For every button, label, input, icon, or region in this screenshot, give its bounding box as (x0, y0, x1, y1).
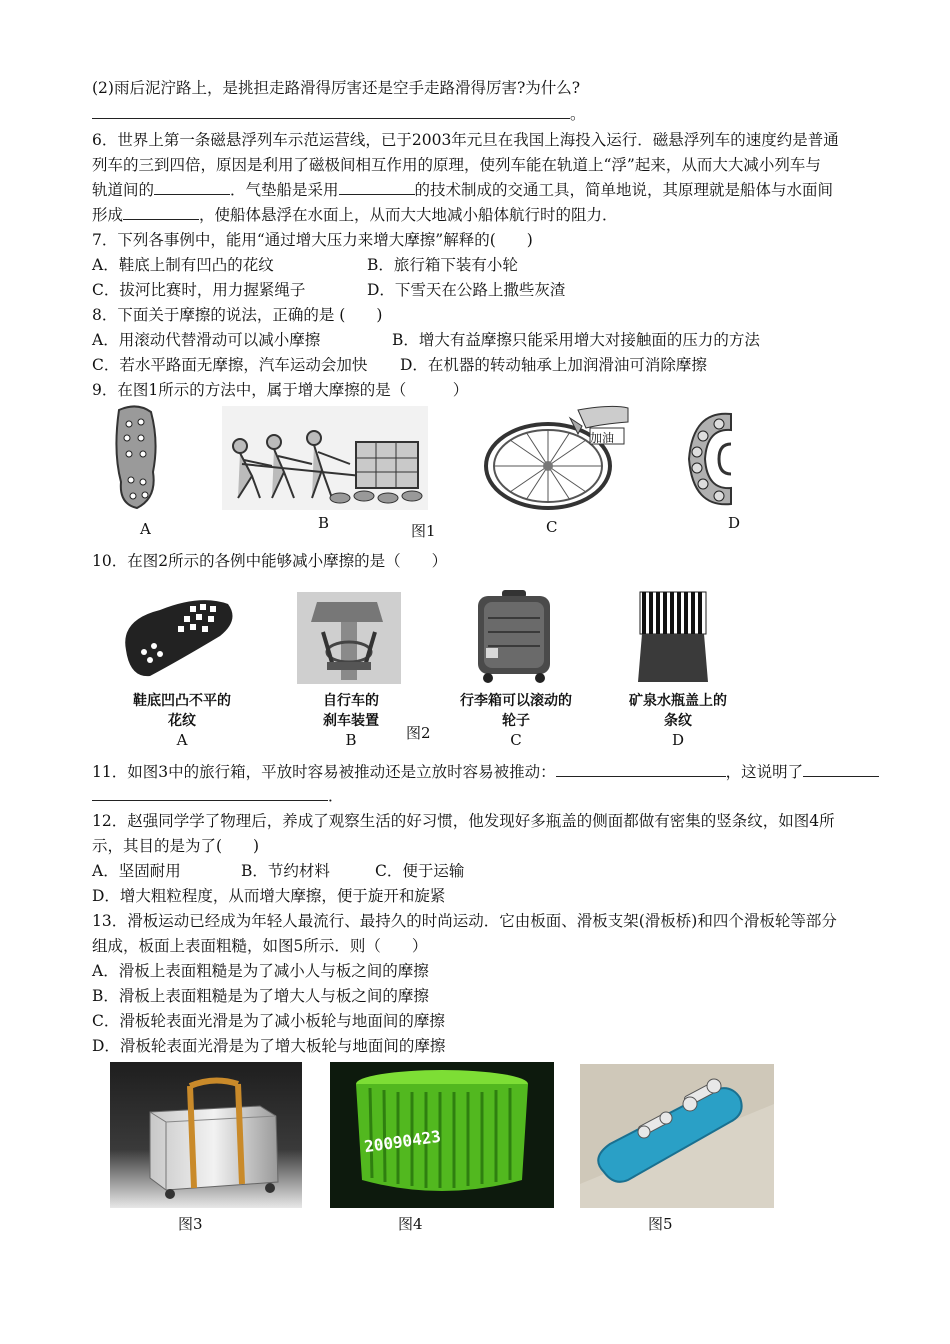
answer-blank[interactable] (556, 762, 726, 777)
question-12-option-b: B．节约材料 (241, 862, 330, 880)
text: ，使船体悬浮在水面上，从而大大地减小船体航行时的阻力． (199, 206, 618, 224)
question-12-line2: 示，其目的是为了( ) (92, 837, 260, 855)
question-8-option-c: C．若水平路面无摩擦，汽车运动会加快 (92, 356, 368, 374)
figure-2-c-line1: 行李箱可以滚动的 (460, 693, 572, 709)
figure-1-bicycle-wheel-oil (482, 404, 630, 514)
period: 。 (570, 105, 586, 123)
question-13-line1: 13．滑板运动已经成为年轻人最流行、最持久的时尚运动．它由板面、滑板支架(滑板桥)和四个滑板轮等部分 (92, 912, 837, 930)
question-13-option-a: A．滑板上表面粗糙是为了减小人与板之间的摩擦 (92, 962, 429, 980)
question-11-line2 (92, 786, 344, 806)
question-6-line4 (92, 205, 618, 225)
figure-2-a-line2: 花纹 (168, 713, 196, 729)
answer-blank[interactable] (154, 180, 230, 195)
question-6-line1: 6．世界上第一条磁悬浮列车示范运营线，已于2003年元旦在我国上海投入运行．磁悬浮列车的速度约是普通 (92, 131, 839, 149)
figure-2-caption: 图2 (406, 724, 431, 742)
period: ． (328, 787, 344, 805)
question-7-option-a: A．鞋底上制有凹凸的花纹 (92, 256, 274, 274)
question-12-option-a: A．坚固耐用 (92, 862, 181, 880)
question-12-option-c: C．便于运输 (375, 862, 465, 880)
question-6-line3 (92, 180, 833, 200)
figure-1-ball-bearing (683, 404, 743, 514)
question-13-option-b: B．滑板上表面粗糙是为了增大人与板之间的摩擦 (92, 987, 429, 1005)
question-8-option-a: A．用滚动代替滑动可以减小摩擦 (92, 331, 321, 349)
figure-1-caption: 图1 (411, 522, 436, 540)
figure-5-skateboard-photo (580, 1064, 774, 1208)
figure-2-d-line1: 矿泉水瓶盖上的 (629, 693, 727, 709)
figure-2-c-line2: 轮子 (502, 713, 530, 729)
question-8-option-b: B．增大有益摩擦只能采用增大对接触面的压力的方法 (392, 331, 760, 349)
question-13-line2: 组成，板面上表面粗糙，如图5所示．则（ ） (92, 937, 428, 955)
figure-1-label-b: B (318, 514, 330, 532)
text: ．气垫船是采用 (230, 181, 339, 199)
figure-2-b-line2: 刹车装置 (323, 713, 379, 729)
figure-1-label-a: A (140, 520, 151, 538)
answer-blank[interactable] (92, 104, 570, 119)
answer-blank[interactable] (339, 180, 415, 195)
figure-1-label-c: C (546, 518, 558, 536)
oil-label: 加油 (590, 431, 615, 445)
figure-2-shoe-tread (120, 590, 240, 682)
figure-2-label-b: B (345, 731, 357, 749)
text: 轨道间的 (92, 181, 155, 199)
question-7-option-c: C．拔河比赛时，用力握紧绳子 (92, 281, 306, 299)
question-13-option-c: C．滑板轮表面光滑是为了减小板轮与地面间的摩擦 (92, 1012, 445, 1030)
figure-2-suitcase-wheels (472, 588, 556, 684)
figure-2-b-line1: 自行车的 (323, 693, 379, 709)
figure-1-pulling-load (222, 406, 428, 510)
figure-2-label-d: D (671, 731, 685, 749)
question-6-line2: 列车的三到四倍，原因是利用了磁极间相互作用的原理，使列车能在轨道上“浮”起来，从而大大减小列车与 (92, 156, 821, 174)
question-9-stem: 9．在图1所示的方法中，属于增大摩擦的是（ ） (92, 381, 469, 399)
figure-2-a-line1: 鞋底凹凸不平的 (133, 693, 231, 709)
question-8-stem: 8．下面关于摩擦的说法，正确的是 ( ) (92, 306, 383, 324)
answer-blank[interactable] (803, 762, 879, 777)
question-7-stem: 7．下列各事例中，能用“通过增大压力来增大摩擦”解释的( ) (92, 231, 533, 249)
question-7-option-b: B．旅行箱下装有小轮 (367, 256, 518, 274)
question-8-option-d: D．在机器的转动轴承上加润滑油可消除摩擦 (400, 356, 707, 374)
answer-blank[interactable] (92, 786, 328, 801)
figure-2-d-line2: 条纹 (664, 713, 692, 729)
question-5-2: (2)雨后泥泞路上，是挑担走路滑得厉害还是空手走路滑得厉害?为什么? (92, 79, 581, 97)
answer-blank[interactable] (123, 205, 199, 220)
text: 形成 (92, 206, 124, 224)
figure-2-label-c: C (510, 731, 522, 749)
question-10-stem: 10．在图2所示的各例中能够减小摩擦的是（ ） (92, 552, 448, 570)
question-11-line1 (92, 762, 879, 782)
answer-line-5-2 (92, 104, 586, 124)
figure-2-label-a: A (176, 731, 188, 749)
figure-2-bottle-cap-stripes (636, 590, 710, 684)
figure-4-bottle-cap-photo (330, 1062, 554, 1208)
question-13-option-d: D．滑板轮表面光滑是为了增大板轮与地面间的摩擦 (92, 1037, 446, 1055)
figure-2-bicycle-brake (297, 592, 401, 684)
figure-4-caption: 图4 (398, 1215, 423, 1233)
figure-1-shoe-sole (107, 402, 169, 512)
cap-printed-date: 20090423 (363, 1126, 443, 1157)
figure-1-label-d: D (728, 514, 741, 532)
text: ，这说明了 (725, 763, 804, 781)
figure-5-caption: 图5 (648, 1215, 673, 1233)
text: 11．如图3中的旅行箱，平放时容易被推动还是立放时容易被推动： (92, 763, 556, 781)
figure-3-suitcase-photo (110, 1062, 302, 1208)
question-7-option-d: D．下雪天在公路上撒些灰渣 (367, 281, 566, 299)
text: 的技术制成的交通工具，简单地说，其原理就是船体与水面间 (414, 181, 834, 199)
question-12-line1: 12．赵强同学学了物理后，养成了观察生活的好习惯，他发现好多瓶盖的侧面都做有密集的竖条纹，如图4所 (92, 812, 835, 830)
figure-3-caption: 图3 (178, 1215, 203, 1233)
question-12-option-d: D．增大粗粒程度，从而增大摩擦，便于旋开和旋紧 (92, 887, 446, 905)
